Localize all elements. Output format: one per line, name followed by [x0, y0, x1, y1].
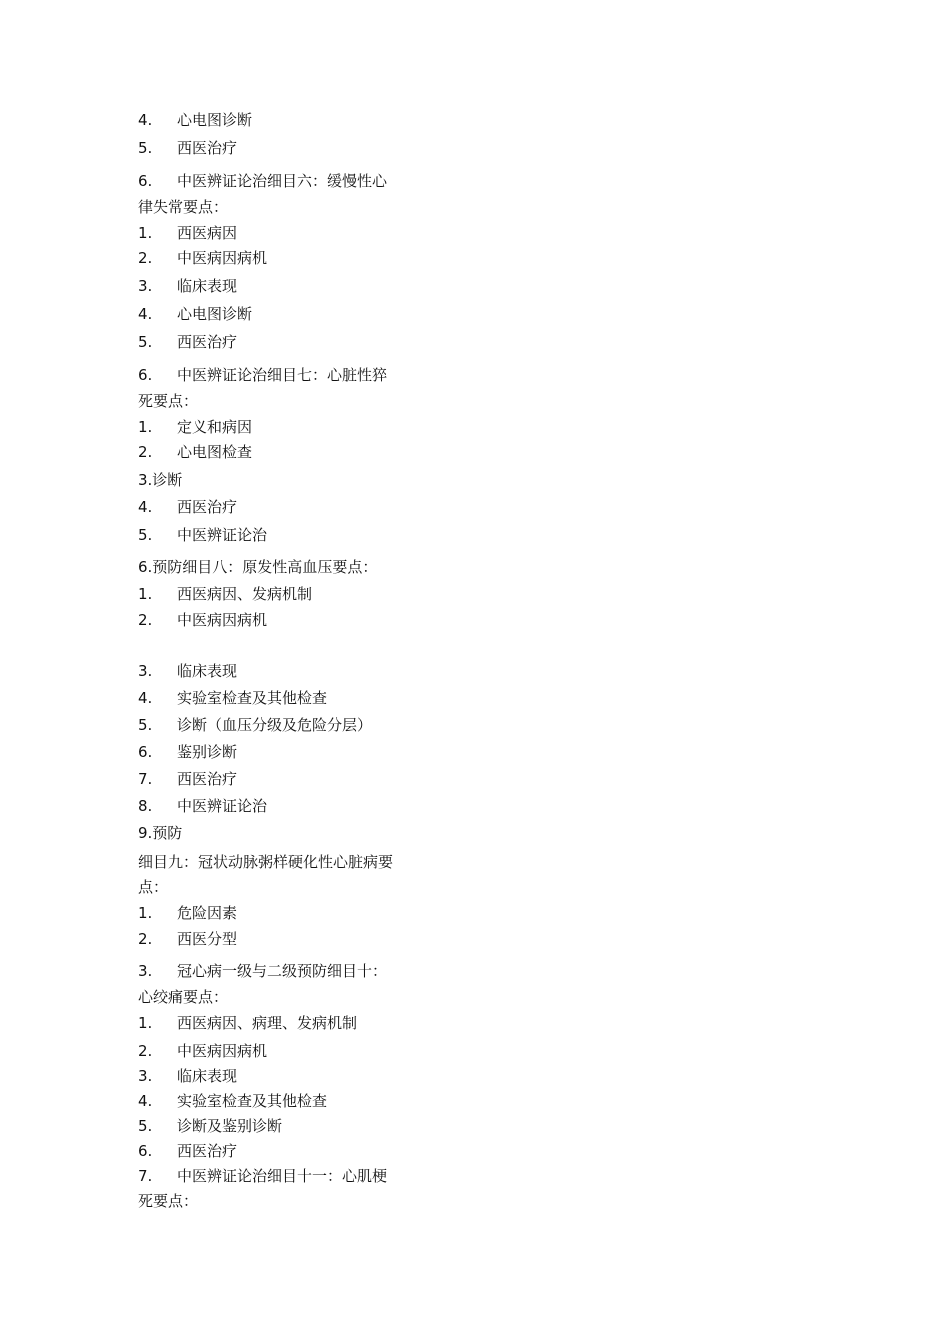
item-number: 5.	[138, 1117, 153, 1135]
text-line	[138, 391, 198, 411]
item-number: 8.	[138, 797, 153, 815]
item-text: 心绞痛要点：	[138, 988, 229, 1006]
item-text: 点：	[138, 878, 169, 896]
item-number: 3.	[138, 1067, 153, 1085]
list-item	[138, 171, 387, 191]
item-text: 律失常要点：	[138, 198, 229, 216]
item-text: 西医治疗	[177, 333, 238, 351]
list-item	[138, 1141, 237, 1161]
list-item	[138, 365, 387, 385]
item-number: 2.	[138, 1042, 153, 1060]
list-item	[138, 497, 237, 517]
list-item	[138, 610, 267, 630]
item-text: 危险因素	[177, 904, 238, 922]
item-number: 7.	[138, 1167, 153, 1185]
list-item	[138, 417, 252, 437]
item-text: 中医辨证论治细目六：缓慢性心	[177, 172, 388, 190]
item-number: 5.	[138, 333, 153, 351]
item-text: 实验室检查及其他检查	[177, 1092, 328, 1110]
list-item	[138, 223, 237, 243]
list-item	[138, 332, 237, 352]
item-text: 临床表现	[177, 1067, 238, 1085]
list-item	[138, 1116, 282, 1136]
item-text: 心电图诊断	[177, 305, 253, 323]
item-text: 中医病因病机	[177, 249, 268, 267]
text-line	[138, 987, 228, 1007]
item-number: 3.	[138, 277, 153, 295]
item-text: 6.预防细目八：原发性高血压要点：	[138, 558, 378, 576]
item-text: 中医病因病机	[177, 611, 268, 629]
item-text: 中医病因病机	[177, 1042, 268, 1060]
item-number: 5.	[138, 139, 153, 157]
list-item	[138, 929, 237, 949]
text-line	[138, 557, 377, 577]
list-item	[138, 138, 237, 158]
item-text: 心电图检查	[177, 443, 253, 461]
item-number: 3.	[138, 962, 153, 980]
list-item	[138, 961, 387, 981]
item-text: 鉴别诊断	[177, 743, 238, 761]
item-number: 2.	[138, 249, 153, 267]
item-text: 西医病因、发病机制	[177, 585, 313, 603]
item-number: 1.	[138, 1014, 153, 1032]
item-number: 6.	[138, 1142, 153, 1160]
list-item	[138, 248, 267, 268]
list-item	[138, 1041, 267, 1061]
item-text: 诊断及鉴别诊断	[177, 1117, 283, 1135]
item-text: 实验室检查及其他检查	[177, 689, 328, 707]
item-number: 6.	[138, 172, 153, 190]
item-text: 9.预防	[138, 824, 183, 842]
item-number: 2.	[138, 443, 153, 461]
item-number: 2.	[138, 611, 153, 629]
list-item	[138, 584, 312, 604]
item-text: 定义和病因	[177, 418, 253, 436]
list-item	[138, 688, 327, 708]
item-text: 3.诊断	[138, 471, 183, 489]
list-item	[138, 110, 252, 130]
item-text: 西医病因	[177, 224, 238, 242]
item-text: 中医辨证论治细目七：心脏性猝	[177, 366, 388, 384]
text-line	[138, 877, 168, 897]
item-number: 4.	[138, 111, 153, 129]
item-text: 西医治疗	[177, 139, 238, 157]
item-text: 西医治疗	[177, 498, 238, 516]
item-text: 中医辨证论治	[177, 797, 268, 815]
item-number: 6.	[138, 366, 153, 384]
item-number: 1.	[138, 224, 153, 242]
item-text: 西医治疗	[177, 770, 238, 788]
item-text: 诊断（血压分级及危险分层）	[177, 716, 373, 734]
item-number: 4.	[138, 689, 153, 707]
list-item	[138, 442, 252, 462]
list-item	[138, 1091, 327, 1111]
text-line	[138, 1191, 198, 1211]
item-number: 1.	[138, 585, 153, 603]
item-text: 临床表现	[177, 277, 238, 295]
list-item	[138, 796, 267, 816]
item-text: 中医辨证论治细目十一：心肌梗	[177, 1167, 388, 1185]
list-item	[138, 1066, 237, 1086]
list-item	[138, 304, 252, 324]
text-line	[138, 197, 228, 217]
item-number: 5.	[138, 526, 153, 544]
item-text: 死要点：	[138, 1192, 199, 1210]
text-line	[138, 470, 182, 490]
item-text: 临床表现	[177, 662, 238, 680]
item-text: 冠心病一级与二级预防细目十：	[177, 962, 388, 980]
item-text: 细目九：冠状动脉粥样硬化性心脏病要	[138, 853, 394, 871]
item-text: 西医病因、病理、发病机制	[177, 1014, 358, 1032]
item-number: 2.	[138, 930, 153, 948]
list-item	[138, 276, 237, 296]
list-item	[138, 525, 267, 545]
item-text: 西医治疗	[177, 1142, 238, 1160]
item-number: 7.	[138, 770, 153, 788]
list-item	[138, 715, 372, 735]
item-number: 1.	[138, 418, 153, 436]
list-item	[138, 661, 237, 681]
text-line	[138, 852, 393, 872]
item-number: 5.	[138, 716, 153, 734]
item-number: 4.	[138, 1092, 153, 1110]
item-text: 西医分型	[177, 930, 238, 948]
item-number: 4.	[138, 305, 153, 323]
item-text: 心电图诊断	[177, 111, 253, 129]
item-number: 1.	[138, 904, 153, 922]
item-text: 死要点：	[138, 392, 199, 410]
list-item	[138, 1166, 387, 1186]
list-item	[138, 769, 237, 789]
list-item	[138, 903, 237, 923]
item-text: 中医辨证论治	[177, 526, 268, 544]
text-line	[138, 823, 182, 843]
list-item	[138, 742, 237, 762]
item-number: 4.	[138, 498, 153, 516]
item-number: 6.	[138, 743, 153, 761]
item-number: 3.	[138, 662, 153, 680]
list-item	[138, 1013, 357, 1033]
